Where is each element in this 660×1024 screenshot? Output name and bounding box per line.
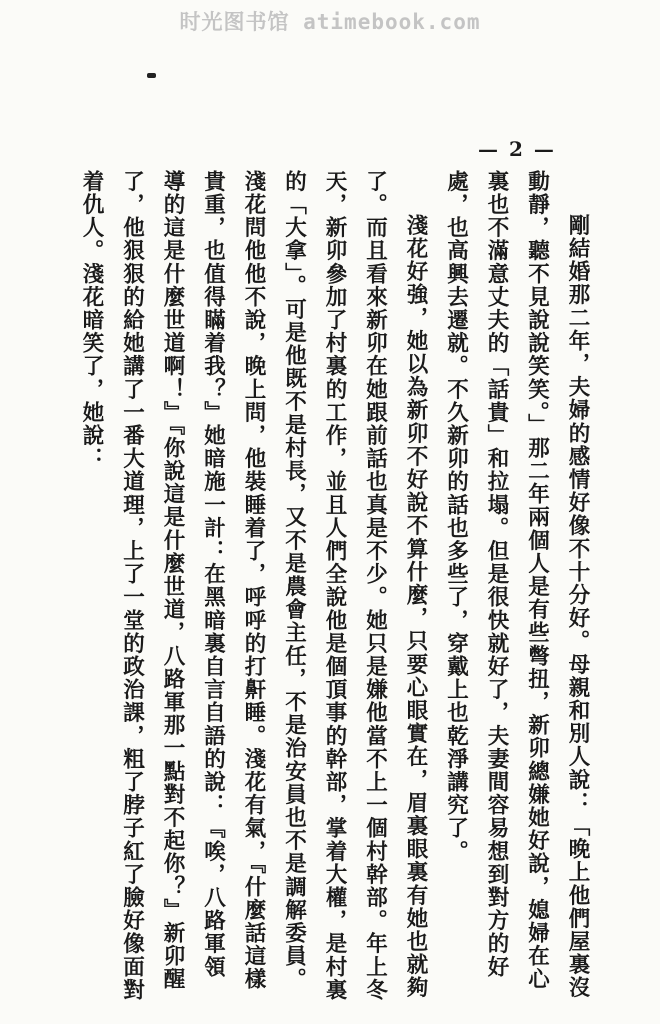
text-column: 剛結婚那二年，夫婦的感情好像不十分好。母親和別人說：「晚上他們屋裏沒 (565, 214, 590, 1000)
text-column: 淺花問他他不說，晚上問，他裝睡着了，呼呼的打鼾睡。淺花有氣，『什麼話這樣 (241, 170, 266, 991)
text-column: 着仇人。淺花暗笑了，她說： (79, 170, 104, 471)
text-column: 動靜，聽不見說說笑笑。」那二年兩個人是有些彆扭，新卯總嫌她好說，媳婦在心 (524, 170, 550, 991)
text-column: 處，也高興去遷就。不久新卯的話也多些了，穿戴上也乾淨講究了。 (443, 170, 469, 863)
text-column: 了，他狠狠的給她講了一番大道理，上了一堂的政治課，粗了脖子紅了臉好像面對 (119, 170, 145, 1002)
page-number: — 2 — (478, 137, 556, 161)
vertical-text-block (78, 170, 588, 1000)
text-column: 了。而且看來新卯在她跟前話也真是不少。她只是嫌他當不上一個村幹部。年上冬 (362, 170, 388, 1002)
text-column: 貴重，也值得瞞着我？』她暗施一計：在黑暗裏自言自語的說：『唉，八路軍領 (200, 170, 226, 979)
text-column: 淺花好強，她以為新卯不好說不算什麼，只要心眼實在，眉裏眼裏有她也就夠 (403, 214, 428, 1000)
ink-mark (147, 73, 156, 78)
text-column: 的「大拿」。可是他既不是村長，又不是農會主任，不是治安員也不是調解委員。 (281, 170, 307, 991)
text-column: 天，新卯參加了村裏的工作，並且人們全說他是個頂事的幹部，掌着大權，是村裏 (322, 170, 347, 1002)
text-column: 導的這是什麼世道啊！』『你說這是什麼世道，八路軍那一點對不起你？』新卯醒 (160, 170, 185, 991)
text-column: 裏也不滿意丈夫的「話貴」和拉塌。但是很快就好了，夫妻間容易想到對方的好 (484, 170, 509, 979)
watermark: 时光图书馆 atimebook.com (179, 10, 481, 34)
